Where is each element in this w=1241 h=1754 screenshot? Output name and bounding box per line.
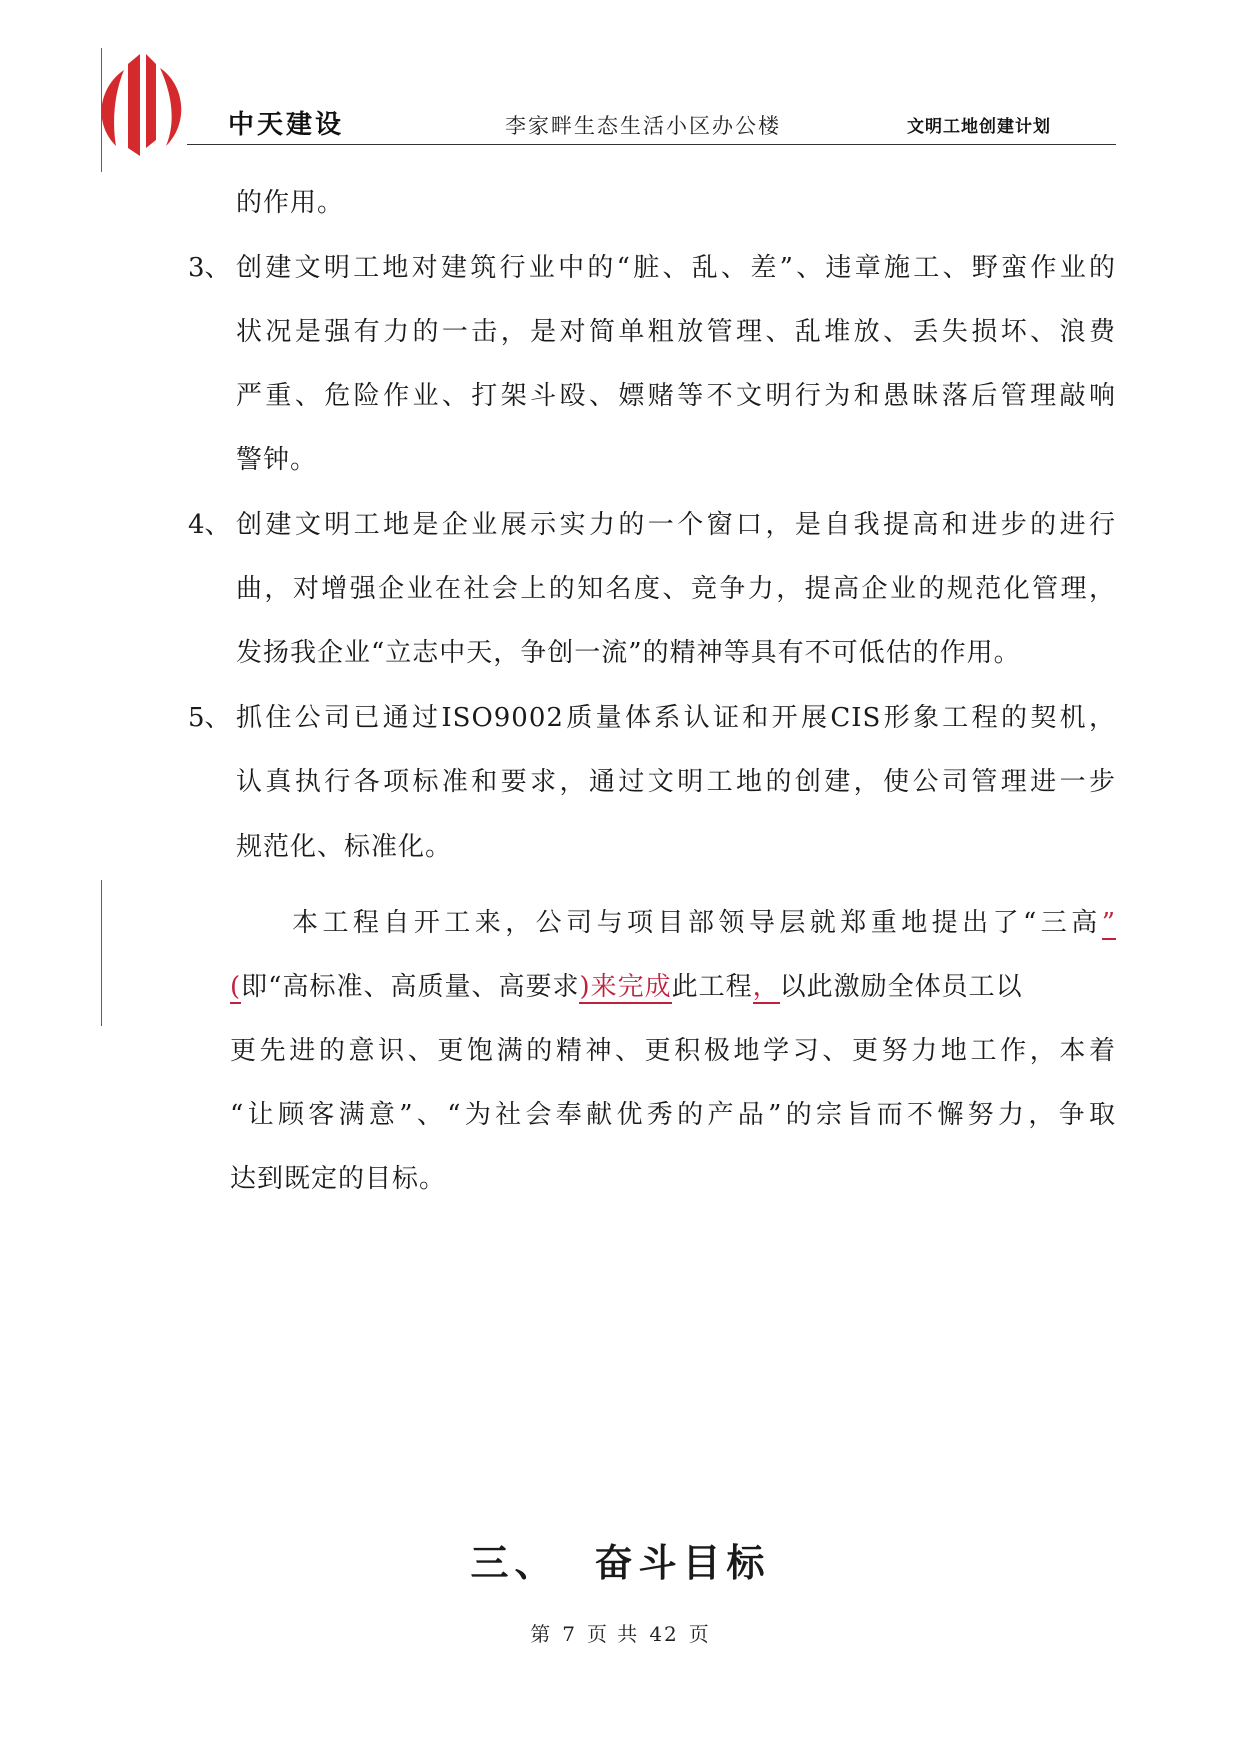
body-line: 状况是强有力的一击，是对简单粗放管理、乱堆放、丢失损坏、浪费 (236, 317, 1116, 347)
page-number: 7 (562, 1622, 577, 1646)
paragraph-text: 即“高标准、高质量、高要求 (241, 972, 580, 1002)
body-line: 创建文明工地是企业展示实力的一个窗口，是自我提高和进步的进行 (236, 510, 1116, 540)
body-line: 严重、危险作业、打架斗殴、嫖赌等不文明行为和愚昧落后管理敲响 (236, 381, 1116, 411)
header-company: 中天建设 (228, 110, 345, 140)
footer-prefix: 第 (530, 1622, 553, 1646)
tracked-change: ， (752, 972, 780, 1002)
header-doc-title: 文明工地创建计划 (907, 117, 1051, 137)
paragraph-text: 以此激励全体员工以 (779, 972, 1023, 1002)
body-line: 认真执行各项标准和要求，通过文明工地的创建，使公司管理进一步 (236, 767, 1116, 797)
paragraph-line (292, 906, 1116, 940)
body-line: 规范化、标准化。 (236, 832, 453, 862)
paragraph-text: 此工程 (671, 972, 753, 1002)
section-heading (0, 1540, 1241, 1586)
section-number: 三、 (470, 1540, 559, 1585)
footer-mid: 页 共 (586, 1622, 640, 1646)
header-rule (187, 144, 1116, 145)
paragraph-line: 更先进的意识、更饱满的精神、更积极地学习、更努力地工作，本着 (230, 1036, 1116, 1066)
tracked-change: ” (1101, 908, 1116, 938)
body-line: 警钟。 (236, 445, 318, 475)
paragraph-line: “让顾客满意”、“为社会奉献优秀的产品”的宗旨而不懈努力，争取 (230, 1100, 1116, 1130)
body-line: 的作用。 (236, 188, 345, 218)
item-number: 4、 (188, 510, 231, 540)
total-pages: 42 (649, 1622, 679, 1646)
body-line: 发扬我企业“立志中天，争创一流”的精神等具有不可低估的作用。 (236, 638, 1021, 668)
body-line: 创建文明工地对建筑行业中的“脏、乱、差”、违章施工、野蛮作业的 (236, 253, 1116, 283)
tracked-change: )来完成 (579, 972, 672, 1002)
footer-suffix: 页 (688, 1622, 711, 1646)
margin-change-bar (101, 48, 102, 172)
header-project: 李家畔生态生活小区办公楼 (505, 114, 781, 138)
tracked-change: ( (230, 972, 242, 1002)
section-title: 奋斗目标 (594, 1540, 771, 1585)
item-number: 3、 (188, 253, 231, 283)
paragraph-text: 本工程自开工来，公司与项目部领导层就郑重地提出了“三高 (292, 908, 1102, 938)
body-line: 曲，对增强企业在社会上的知名度、竞争力，提高企业的规范化管理， (236, 574, 1116, 604)
paragraph-line: 达到既定的目标。 (230, 1164, 447, 1194)
paragraph-line (230, 970, 1116, 1004)
zhongtian-logo-icon (92, 48, 192, 160)
page-footer (0, 1618, 1241, 1647)
body-line: 抓住公司已通过ISO9002质量体系认证和开展CIS形象工程的契机， (236, 703, 1116, 733)
item-number: 5、 (188, 703, 231, 733)
margin-change-bar (101, 880, 102, 1026)
